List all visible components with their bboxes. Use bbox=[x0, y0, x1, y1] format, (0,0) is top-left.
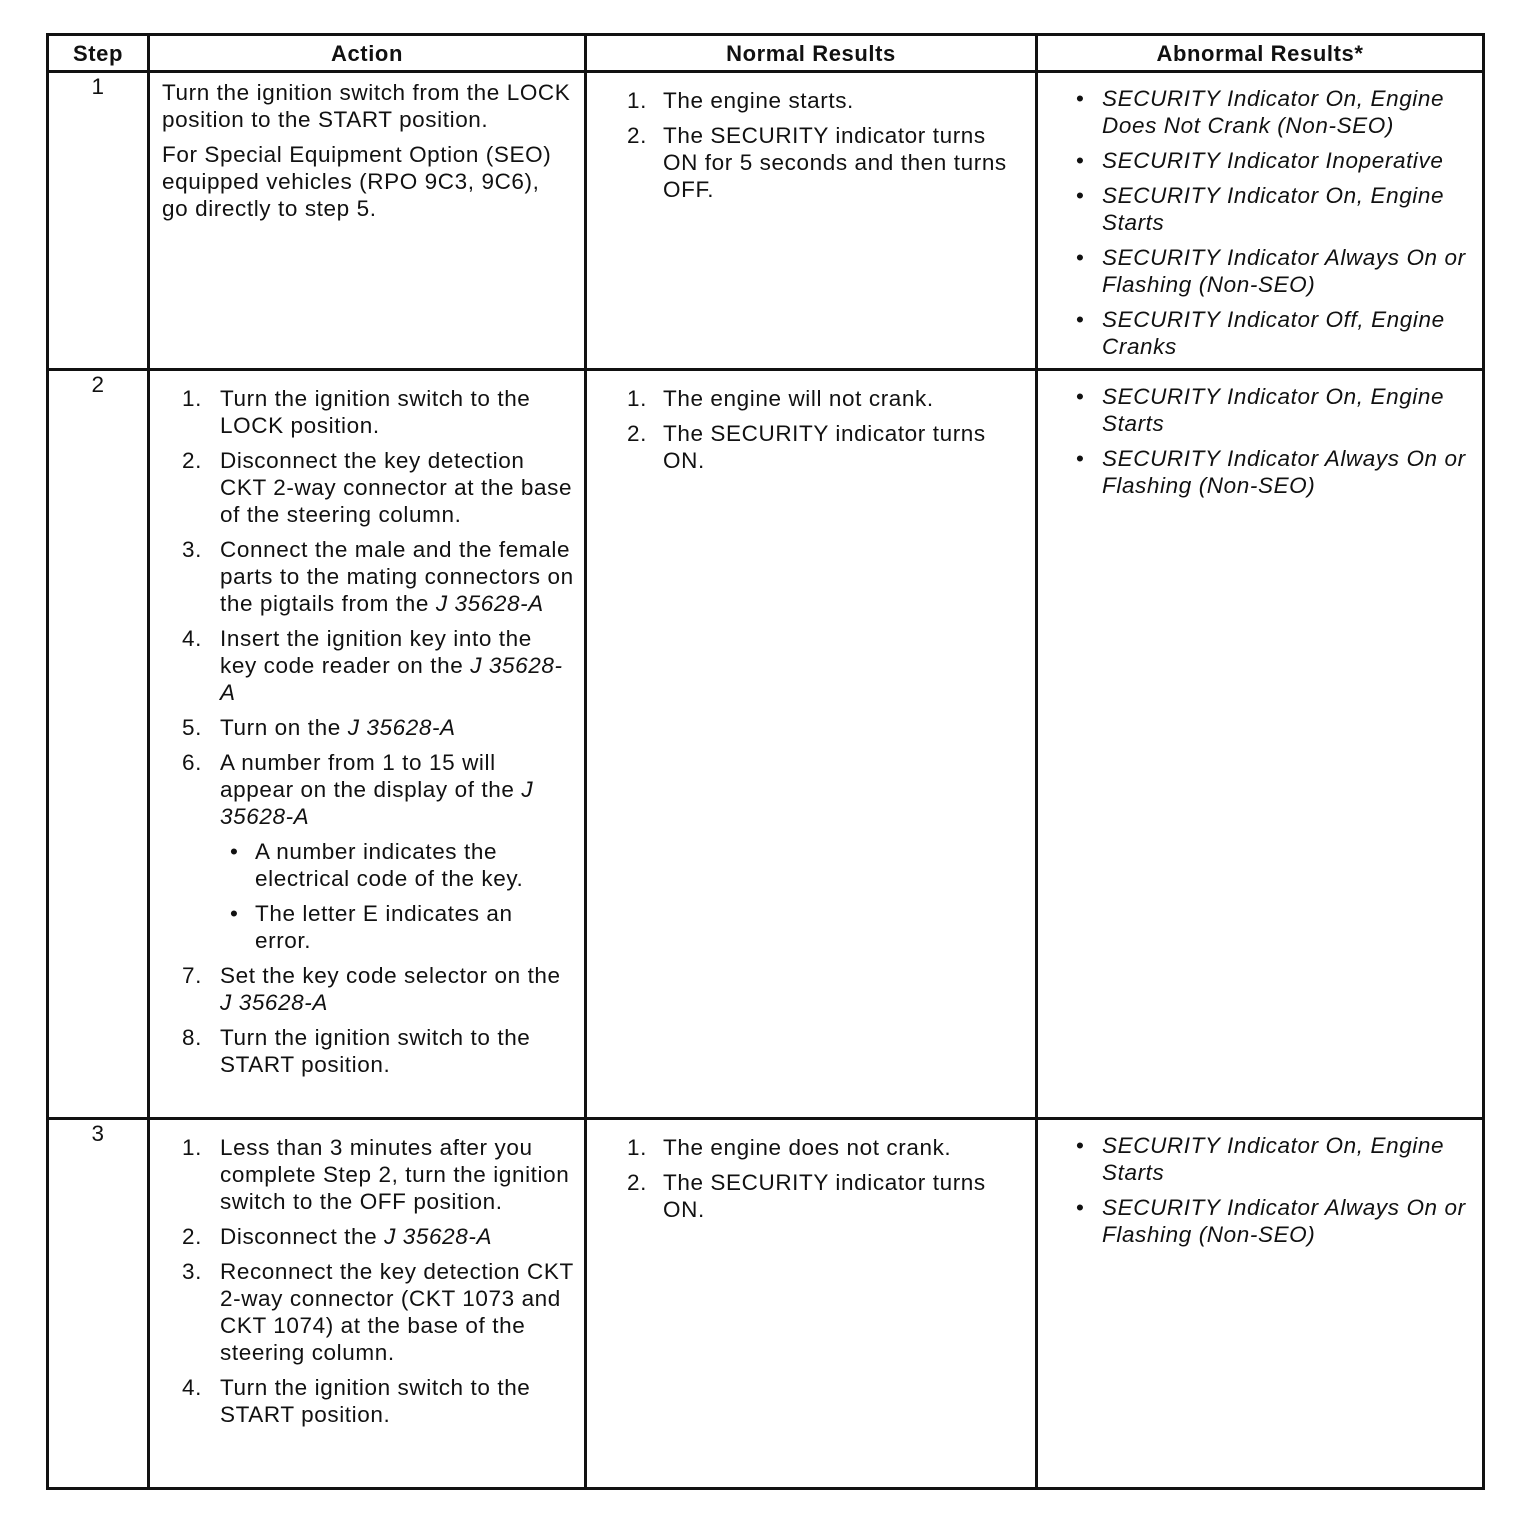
header-action: Action bbox=[149, 35, 586, 72]
abnormal-link[interactable]: • SECURITY Indicator On, Engine Does Not Crank (Non-SEO) bbox=[1076, 86, 1445, 138]
step-number: 2 bbox=[48, 370, 149, 1119]
tool-reference: J 35628-A bbox=[220, 653, 563, 705]
bullet-icon: • bbox=[1076, 307, 1085, 332]
diagnostic-table bbox=[46, 33, 1485, 1490]
list-item: 1. The engine will not crank. bbox=[627, 386, 934, 411]
action-cell bbox=[149, 1119, 586, 1489]
list-item: 3. Reconnect the key detection CKT 2-way connector (CKT 1073 and CKT 1074) at the base of the steering column. bbox=[182, 1259, 574, 1365]
list-item: 6. A number from 1 to 15 will appear on the display of the J 35628-A • A number indicates the electrical code of the key. • The letter E indicates an error. bbox=[150, 749, 574, 954]
header-abnormal-results: Abnormal Results* bbox=[1037, 35, 1484, 72]
abnormal-results-cell bbox=[1037, 370, 1484, 1119]
bullet-icon: • bbox=[1076, 148, 1085, 173]
abnormal-link[interactable]: • SECURITY Indicator Inoperative bbox=[1076, 148, 1444, 173]
table-row bbox=[48, 1119, 1484, 1489]
list-item: 3. Connect the male and the female parts to the mating connectors on the pigtails from the J 35628-A bbox=[182, 537, 574, 616]
action-text: Turn the ignition switch from the LOCK position to the START position. bbox=[162, 80, 571, 132]
abnormal-link[interactable]: • SECURITY Indicator Off, Engine Cranks bbox=[1076, 307, 1445, 359]
list-item: 2. The SECURITY indicator turns ON for 5 seconds and then turns OFF. bbox=[627, 123, 1007, 202]
bullet-icon: • bbox=[230, 839, 239, 864]
tool-reference: J 35628-A bbox=[220, 777, 534, 829]
bullet-icon: • bbox=[1076, 384, 1085, 409]
list-item: 4. Insert the ignition key into the key code reader on the J 35628-A bbox=[182, 626, 563, 705]
list-item: 7. Set the key code selector on the J 35628-A bbox=[182, 963, 561, 1015]
abnormal-results-cell bbox=[1037, 72, 1484, 370]
step-number: 1 bbox=[48, 72, 149, 370]
sub-list-item: • A number indicates the electrical code of the key. bbox=[230, 839, 524, 891]
action-cell bbox=[149, 72, 586, 370]
list-item: 2. Disconnect the key detection CKT 2-way connector at the base of the steering column. bbox=[182, 448, 573, 527]
bullet-icon: • bbox=[230, 901, 239, 926]
list-item: 5. Turn on the J 35628-A bbox=[182, 715, 456, 740]
bullet-icon: • bbox=[1076, 1133, 1085, 1158]
list-item: 1. The engine starts. bbox=[627, 88, 854, 113]
tool-reference: J 35628-A bbox=[384, 1224, 493, 1249]
table-row bbox=[48, 72, 1484, 370]
tool-reference: J 35628-A bbox=[435, 591, 544, 616]
header-normal-results: Normal Results bbox=[586, 35, 1037, 72]
bullet-icon: • bbox=[1076, 1195, 1085, 1220]
abnormal-link[interactable]: • SECURITY Indicator Always On or Flashing (Non-SEO) bbox=[1076, 1195, 1466, 1247]
header-step: Step bbox=[48, 35, 149, 72]
bullet-icon: • bbox=[1076, 245, 1085, 270]
list-item: 4. Turn the ignition switch to the START position. bbox=[182, 1375, 531, 1427]
tool-reference: J 35628-A bbox=[220, 990, 328, 1015]
list-item: 2. The SECURITY indicator turns ON. bbox=[627, 421, 986, 473]
sub-list-item: • The letter E indicates an error. bbox=[230, 901, 513, 953]
abnormal-link[interactable]: • SECURITY Indicator On, Engine Starts bbox=[1076, 183, 1445, 235]
bullet-icon: • bbox=[1076, 86, 1085, 111]
normal-results-cell bbox=[586, 370, 1037, 1119]
normal-results-cell bbox=[586, 1119, 1037, 1489]
abnormal-link[interactable]: • SECURITY Indicator Always On or Flashing (Non-SEO) bbox=[1076, 446, 1466, 498]
list-item: 2. The SECURITY indicator turns ON. bbox=[627, 1170, 986, 1222]
abnormal-link[interactable]: • SECURITY Indicator Always On or Flashing (Non-SEO) bbox=[1076, 245, 1466, 297]
abnormal-link[interactable]: • SECURITY Indicator On, Engine Starts bbox=[1076, 384, 1445, 436]
action-cell bbox=[149, 370, 586, 1119]
list-item: 8. Turn the ignition switch to the START position. bbox=[182, 1025, 531, 1077]
action-text: For Special Equipment Option (SEO) equipped vehicles (RPO 9C3, 9C6), go directly to step 5. bbox=[162, 142, 552, 221]
list-item: 1. The engine does not crank. bbox=[627, 1135, 952, 1160]
list-item: 2. Disconnect the J 35628-A bbox=[182, 1224, 493, 1249]
table-row bbox=[48, 370, 1484, 1119]
list-item: 1. Less than 3 minutes after you complete Step 2, turn the ignition switch to the OFF position. bbox=[182, 1135, 570, 1214]
header-row bbox=[48, 35, 1484, 72]
bullet-icon: • bbox=[1076, 446, 1085, 471]
abnormal-results-cell bbox=[1037, 1119, 1484, 1489]
step-number: 3 bbox=[48, 1119, 149, 1489]
normal-results-cell bbox=[586, 72, 1037, 370]
list-item: 1. Turn the ignition switch to the LOCK position. bbox=[182, 386, 531, 438]
abnormal-link[interactable]: • SECURITY Indicator On, Engine Starts bbox=[1076, 1133, 1445, 1185]
tool-reference: J 35628-A bbox=[347, 715, 456, 740]
bullet-icon: • bbox=[1076, 183, 1085, 208]
